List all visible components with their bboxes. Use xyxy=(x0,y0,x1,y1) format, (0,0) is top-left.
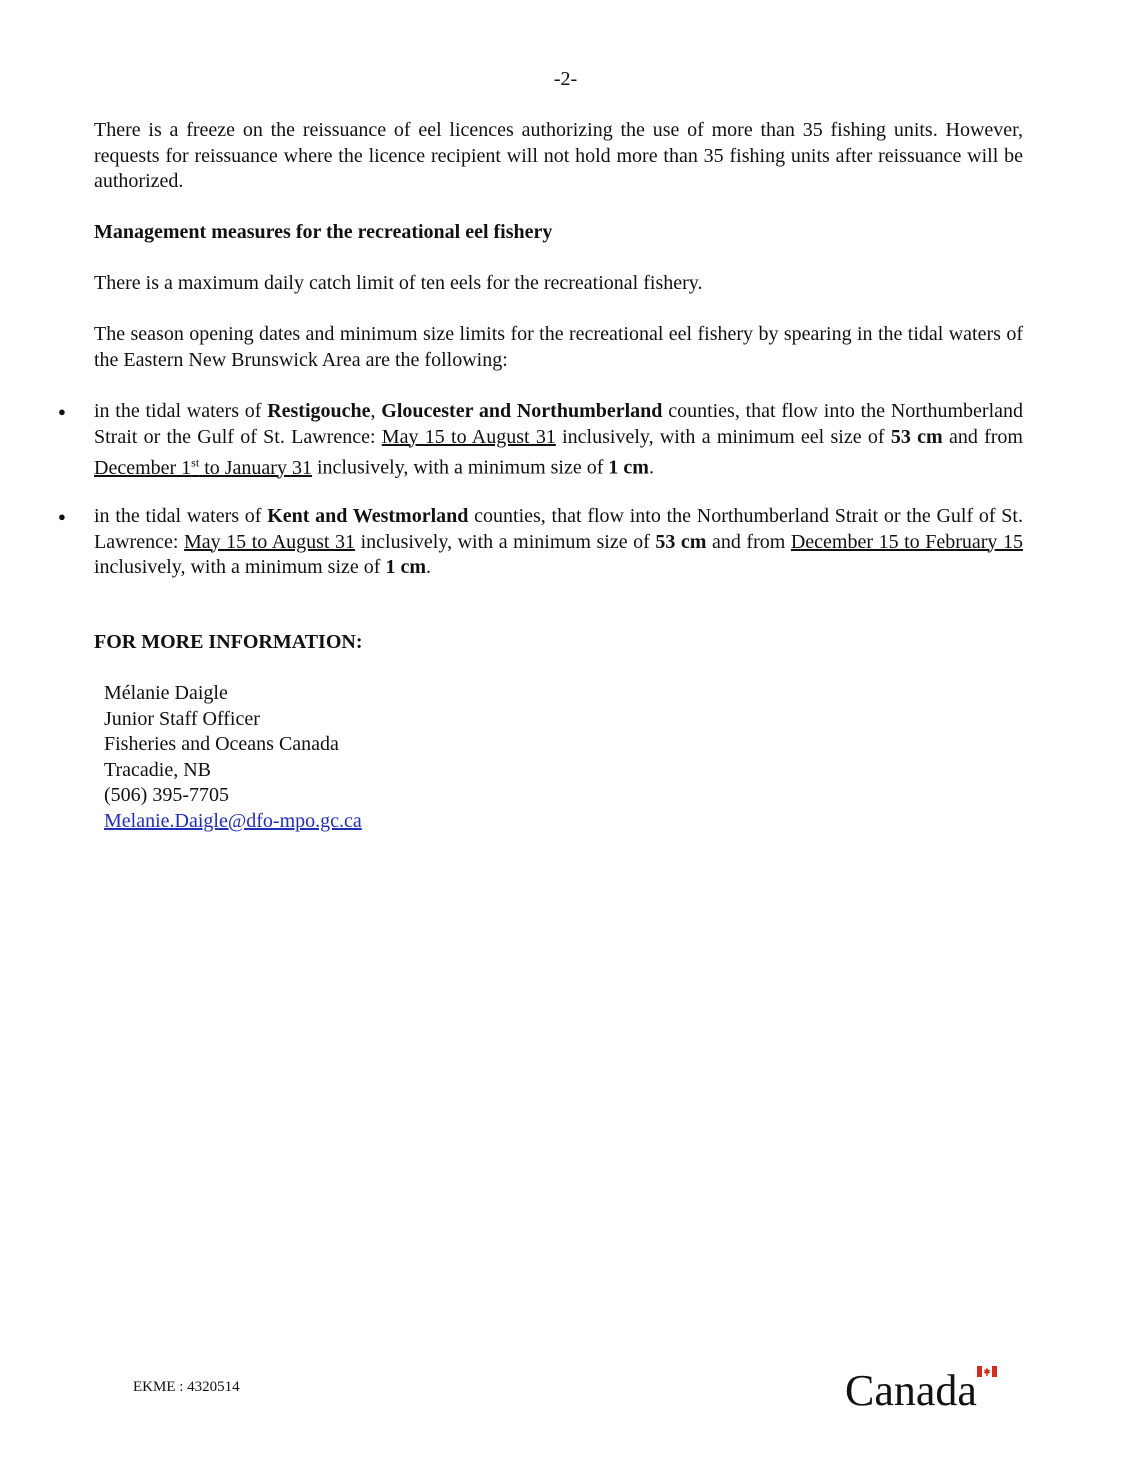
bullet-text: counties, that flow into the Northumberland Strait or the Gulf of St. Lawrence: xyxy=(94,400,1024,448)
season-intro-paragraph: The season opening dates and minimum size limits for the recreational eel fishery by spearing in the tidal waters of the Eastern New Brunswick Area are the following: xyxy=(94,323,1023,371)
season-period xyxy=(94,457,312,479)
bullet-text: , xyxy=(370,400,382,422)
bullet-text: in the tidal waters of xyxy=(94,400,268,422)
bullet-text: and from xyxy=(706,530,791,553)
bullet-text: and from xyxy=(942,425,1023,448)
contact-email-link[interactable]: Melanie.Daigle@dfo-mpo.gc.ca xyxy=(104,809,362,832)
bullet-text: counties, that flow into the Northumberland Strait or the Gulf of St. Lawrence: xyxy=(94,505,1023,553)
county-name: Kent and Westmorland xyxy=(267,505,469,527)
canada-wordmark-logo xyxy=(845,1362,1005,1412)
season-period: December 15 to February 15 xyxy=(790,530,1023,553)
season-period: May 15 to August 31 xyxy=(183,530,356,553)
contact-block xyxy=(104,681,362,834)
bullet-text: inclusively, with a minimum size of xyxy=(355,530,656,553)
bullet-text: inclusively, with a minimum size of xyxy=(311,456,609,479)
bullet-text: inclusively, with a minimum eel size of xyxy=(555,425,891,448)
page-number: -2- xyxy=(553,68,578,90)
licence-freeze-paragraph: There is a freeze on the reissuance of eel licences authorizing the use of more than 35 fishing units. However, requests for reissuance where the licence recipient will not hold more than 35 fishing units after reissuance will be authorized. xyxy=(94,119,1023,192)
bullet-kent-westmorland xyxy=(94,504,1023,581)
contact-organization: Fisheries and Oceans Canada xyxy=(104,733,339,755)
contact-location: Tracadie, NB xyxy=(104,758,212,781)
bullet-marker: ● xyxy=(58,509,66,524)
minimum-size: 1 cm xyxy=(385,556,426,578)
county-name: Gloucester and Northumberland xyxy=(381,400,663,422)
section-heading: Management measures for the recreational eel fishery xyxy=(94,221,553,243)
contact-title: Junior Staff Officer xyxy=(104,707,260,730)
bullet-text: . xyxy=(648,456,654,479)
period-end: to January 31 xyxy=(199,456,312,479)
document-reference: EKME : 4320514 xyxy=(133,1379,240,1395)
contact-name: Mélanie Daigle xyxy=(104,682,228,704)
bullet-marker: ● xyxy=(58,404,66,419)
county-name: Restigouche xyxy=(267,400,371,422)
bullet-text: . xyxy=(425,556,431,578)
season-period: May 15 to August 31 xyxy=(381,425,556,448)
minimum-size: 53 cm xyxy=(655,530,707,553)
ordinal-suffix: st xyxy=(191,455,200,469)
bullet-text: in the tidal waters of xyxy=(94,505,268,527)
more-info-heading: FOR MORE INFORMATION: xyxy=(94,631,363,653)
canada-flag-icon xyxy=(977,1366,997,1377)
wordmark-text: Canada xyxy=(845,1366,977,1412)
daily-limit-paragraph: There is a maximum daily catch limit of ten eels for the recreational fishery. xyxy=(94,272,703,294)
minimum-size: 53 cm xyxy=(890,425,943,448)
bullet-text: inclusively, with a minimum size of xyxy=(94,556,386,578)
bullet-restigouche-gloucester-northumberland xyxy=(94,399,1023,481)
contact-phone: (506) 395-7705 xyxy=(104,784,229,806)
minimum-size: 1 cm xyxy=(608,456,649,479)
period-start: December 1 xyxy=(94,456,192,479)
